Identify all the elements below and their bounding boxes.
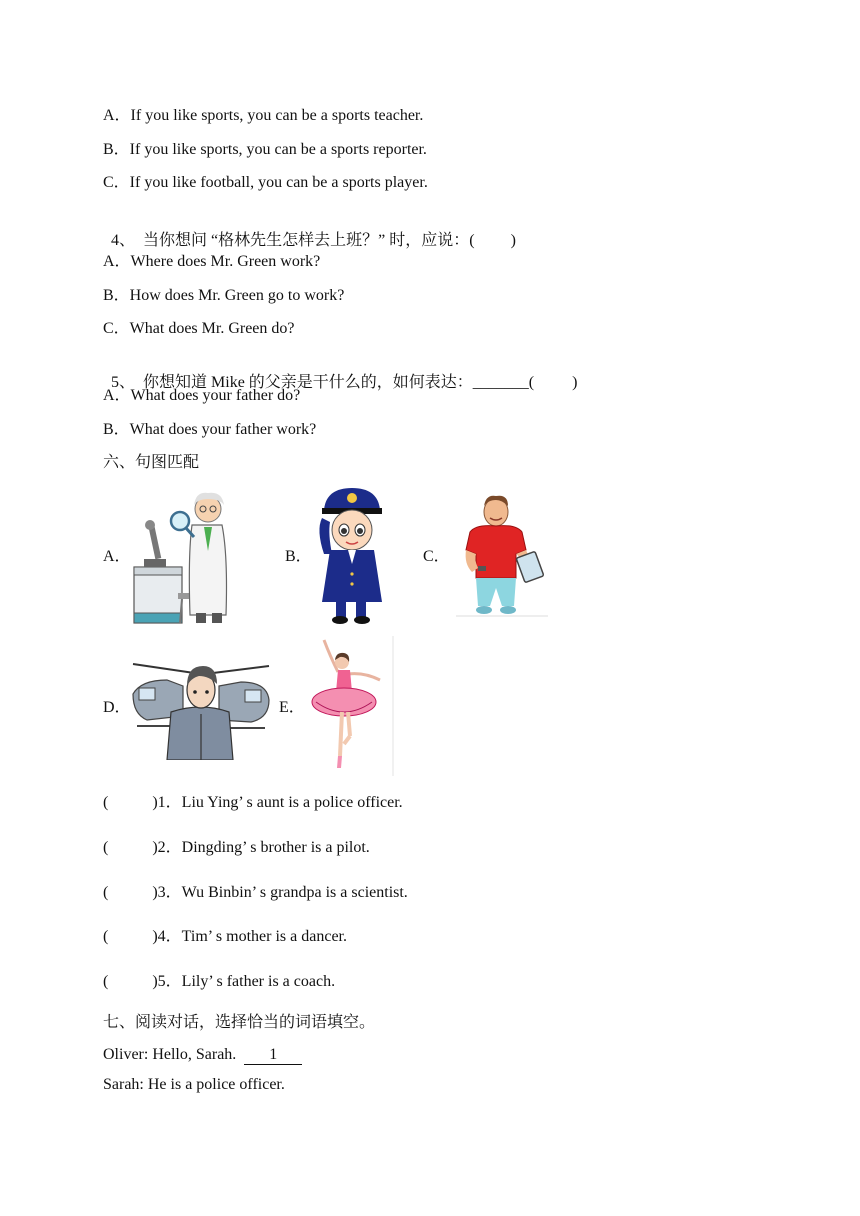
match-text: Liu Ying’ s aunt is a police officer. [181, 794, 403, 811]
q4-option-c: C．What does Mr. Green do? [103, 320, 295, 337]
match-item-4 [103, 927, 347, 947]
pic-label-c: C． [423, 548, 450, 565]
dialogue-line-2: Sarah: He is a police officer. [103, 1076, 285, 1093]
q4-close-paren: ) [510, 232, 516, 249]
q3-option-c: C．If you like football, you can be a sports player. [103, 174, 428, 191]
q5-option-b: B．What does your father work? [103, 421, 317, 438]
q4-text: 当你想问 “格林先生怎样去上班？” 时，应说：( [143, 232, 475, 249]
match-open-paren: ( [103, 973, 109, 990]
dialogue-blank-1[interactable]: 1 [244, 1046, 302, 1065]
pic-label-a: A． [103, 548, 131, 565]
q3-option-a: A．If you like sports, you can be a sports teacher. [103, 107, 424, 124]
police-officer-picture [310, 484, 390, 626]
match-number: )5． [152, 973, 182, 990]
pic-label-b: B． [285, 548, 312, 565]
match-text: Lily’ s father is a coach. [181, 973, 336, 990]
q5-number: 5、 [111, 374, 136, 391]
match-open-paren: ( [103, 928, 109, 945]
match-number: )1． [152, 794, 182, 811]
match-text: Dingding’ s brother is a pilot. [181, 839, 370, 856]
match-text: Tim’ s mother is a dancer. [181, 928, 347, 945]
q4-number: 4、 [111, 232, 136, 249]
pic-label-e: E． [279, 699, 305, 716]
pilot-picture [131, 654, 271, 760]
q5-text: 你想知道 Mike 的父亲是干什么的，如何表达：_______( [143, 374, 535, 391]
q4-stem [103, 211, 516, 251]
pic-label-d: D． [103, 699, 131, 716]
match-item-5 [103, 972, 335, 992]
q3-option-b: B．If you like sports, you can be a sports reporter. [103, 141, 427, 158]
dialogue-line-1 [103, 1045, 302, 1065]
match-item-2 [103, 838, 370, 858]
dialogue-text: Oliver: Hello, Sarah. [103, 1046, 237, 1063]
match-number: )3． [152, 884, 182, 901]
section7-title: 七、阅读对话，选择恰当的词语填空。 [103, 1014, 376, 1031]
section6-title: 六、句图匹配 [103, 454, 200, 471]
match-open-paren: ( [103, 794, 109, 811]
match-item-3 [103, 883, 408, 903]
match-number: )2． [152, 839, 182, 856]
scientist-picture [130, 485, 240, 627]
match-number: )4． [152, 928, 182, 945]
coach-picture [456, 492, 548, 618]
q5-close-paren: ) [572, 374, 578, 391]
match-text: Wu Binbin’ s grandpa is a scientist. [181, 884, 408, 901]
q5-option-a: A．What does your father do? [103, 387, 301, 404]
q4-option-a: A．Where does Mr. Green work? [103, 253, 321, 270]
match-open-paren: ( [103, 839, 109, 856]
dancer-picture [300, 636, 396, 776]
q4-option-b: B．How does Mr. Green go to work? [103, 287, 345, 304]
match-open-paren: ( [103, 884, 109, 901]
match-item-1 [103, 793, 403, 813]
